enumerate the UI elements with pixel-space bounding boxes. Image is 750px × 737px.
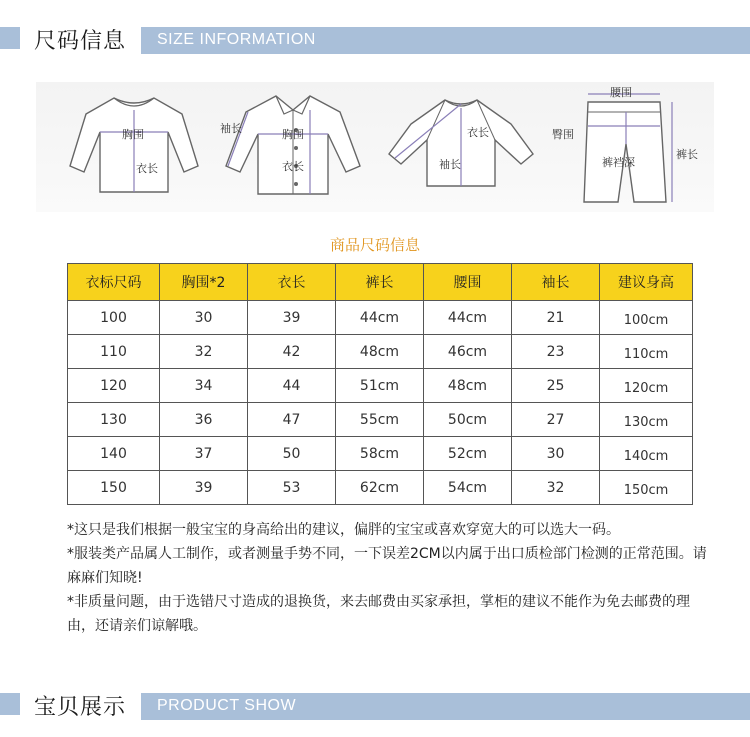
table-cell: 44	[248, 369, 336, 403]
table-cell: 32	[512, 471, 600, 505]
shirt-diagram	[218, 90, 368, 202]
size-notes	[67, 518, 707, 638]
section-title-en: PRODUCT SHOW	[157, 697, 297, 714]
size-information-header	[0, 16, 750, 60]
section-title-bar	[141, 693, 750, 720]
note-item: *这只是我们根据一般宝宝的身高给出的建议，偏胖的宝宝或喜欢穿宽大的可以选大一码。	[67, 522, 620, 538]
table-cell: 48cm	[424, 369, 512, 403]
label-shirt-chest: 胸围	[282, 128, 304, 141]
table-cell: 150	[68, 471, 160, 505]
raglan-outline-icon	[381, 94, 541, 198]
size-table	[67, 263, 693, 505]
label-shirt-length: 衣长	[282, 160, 304, 173]
label-tshirt-chest: 胸围	[122, 128, 144, 141]
header-waist: 腰围	[424, 264, 512, 301]
table-row	[68, 301, 693, 335]
label-pants-length: 裤长	[676, 148, 698, 161]
size-table-title: 商品尺码信息	[329, 236, 420, 254]
label-raglan-length: 衣长	[467, 126, 489, 139]
table-cell: 54cm	[424, 471, 512, 505]
header-accent-block	[0, 27, 20, 49]
table-cell: 27	[512, 403, 600, 437]
table-row	[68, 471, 693, 505]
table-cell: 50	[248, 437, 336, 471]
table-cell: 39	[160, 471, 248, 505]
section-title-en: SIZE INFORMATION	[157, 31, 316, 48]
table-row	[68, 369, 693, 403]
table-header-row	[68, 264, 693, 301]
table-cell: 55cm	[336, 403, 424, 437]
note-item: *服装类产品属人工制作，或者测量手势不同，一下误差2CM以内属于出口质检部门检测的正常范围。请麻麻们知晓!	[67, 546, 707, 586]
header-pants-length: 裤长	[336, 264, 424, 301]
section-title-cn: 宝贝展示	[34, 695, 127, 720]
label-pants-rise: 裤裆深	[602, 156, 635, 169]
table-cell: 34	[160, 369, 248, 403]
table-cell: 120cm	[600, 369, 693, 403]
label-raglan-sleeve: 袖长	[439, 158, 461, 171]
table-row	[68, 335, 693, 369]
product-show-header	[0, 682, 750, 726]
table-cell: 110cm	[600, 335, 693, 369]
pants-diagram	[548, 84, 708, 208]
raglan-diagram	[381, 94, 541, 198]
table-cell: 51cm	[336, 369, 424, 403]
header-suggested-height: 建议身高	[600, 264, 693, 301]
table-cell: 44cm	[424, 301, 512, 335]
table-row	[68, 437, 693, 471]
note-item: *非质量问题，由于选错尺寸造成的退换货，来去邮费由买家承担，掌柜的建议不能作为免去邮费的理由，还请亲们谅解哦。	[67, 594, 690, 634]
tshirt-diagram	[64, 92, 204, 202]
shirt-outline-icon	[218, 90, 368, 202]
table-cell: 130	[68, 403, 160, 437]
header-length: 衣长	[248, 264, 336, 301]
table-cell: 100cm	[600, 301, 693, 335]
table-cell: 62cm	[336, 471, 424, 505]
table-cell: 30	[160, 301, 248, 335]
table-cell: 100	[68, 301, 160, 335]
table-cell: 32	[160, 335, 248, 369]
table-cell: 37	[160, 437, 248, 471]
table-cell: 50cm	[424, 403, 512, 437]
label-pants-waist: 腰围	[610, 86, 632, 99]
label-pants-hip: 臀围	[552, 128, 574, 141]
table-cell: 150cm	[600, 471, 693, 505]
header-sleeve: 袖长	[512, 264, 600, 301]
table-cell: 120	[68, 369, 160, 403]
table-cell: 48cm	[336, 335, 424, 369]
table-cell: 23	[512, 335, 600, 369]
table-cell: 46cm	[424, 335, 512, 369]
label-tshirt-length: 衣长	[136, 162, 158, 175]
table-cell: 21	[512, 301, 600, 335]
table-cell: 58cm	[336, 437, 424, 471]
table-cell: 39	[248, 301, 336, 335]
table-cell: 140cm	[600, 437, 693, 471]
table-row	[68, 403, 693, 437]
header-accent-block	[0, 693, 20, 715]
measurement-illustrations	[36, 82, 714, 212]
tshirt-outline-icon	[64, 92, 204, 202]
section-title-cn: 尺码信息	[34, 29, 127, 54]
table-cell: 44cm	[336, 301, 424, 335]
table-cell: 25	[512, 369, 600, 403]
header-chest: 胸围*2	[160, 264, 248, 301]
table-cell: 47	[248, 403, 336, 437]
section-title-bar	[141, 27, 750, 54]
label-shirt-sleeve: 袖长	[220, 122, 242, 135]
table-cell: 52cm	[424, 437, 512, 471]
table-cell: 140	[68, 437, 160, 471]
table-cell: 110	[68, 335, 160, 369]
table-cell: 42	[248, 335, 336, 369]
table-cell: 36	[160, 403, 248, 437]
table-cell: 30	[512, 437, 600, 471]
table-cell: 130cm	[600, 403, 693, 437]
header-label-size: 衣标尺码	[68, 264, 160, 301]
table-cell: 53	[248, 471, 336, 505]
